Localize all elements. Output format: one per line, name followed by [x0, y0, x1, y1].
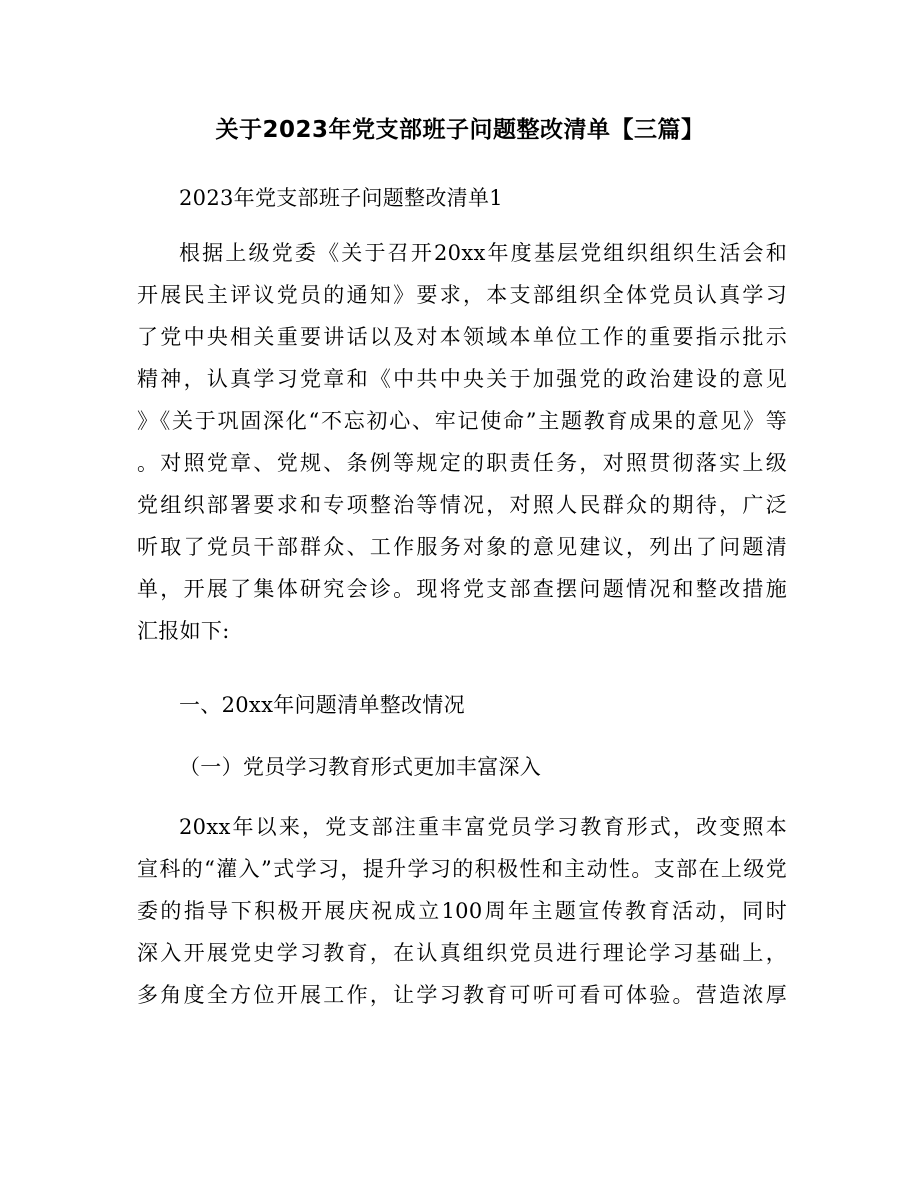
paragraph1-line-4: 精神，认真学习党章和《中共中央关于加强党的政治建设的意见 — [137, 367, 787, 391]
paragraph1-line-5: 》《关于巩固深化“不忘初心、牢记使命”主题教育成果的意见》等 — [137, 409, 787, 433]
paragraph2-line-4: 深入开展党史学习教育，在认真组织党员进行理论学习基础上， — [137, 941, 787, 965]
paragraph1-line-10: 汇报如下: — [137, 619, 230, 643]
document-subtitle: 2023年党支部班子问题整改清单1 — [179, 186, 503, 210]
paragraph1-line-6: 。对照党章、党规、条例等规定的职责任务，对照贯彻落实上级 — [137, 451, 787, 475]
paragraph2-line-5: 多角度全方位开展工作，让学习教育可听可看可体验。营造浓厚 — [137, 983, 787, 1007]
document-title: 关于2023年党支部班子问题整改清单【三篇】 — [215, 117, 705, 143]
paragraph1-line-2: 开展民主评议党员的通知》要求，本支部组织全体党员认真学习 — [137, 283, 787, 307]
paragraph1-line-3: 了党中央相关重要讲话以及对本领域本单位工作的重要指示批示 — [137, 325, 787, 349]
paragraph1-line-7: 党组织部署要求和专项整治等情况，对照人民群众的期待，广泛 — [137, 493, 787, 517]
section-heading: 一、20xx年问题清单整改情况 — [179, 693, 465, 717]
paragraph1-line-9: 单，开展了集体研究会诊。现将党支部查摆问题情况和整改措施 — [137, 577, 787, 601]
paragraph2-line-2: 宣科的“灌入”式学习，提升学习的积极性和主动性。支部在上级党 — [137, 857, 787, 881]
paragraph1-line-8: 听取了党员干部群众、工作服务对象的意见建议，列出了问题清 — [137, 535, 787, 559]
paragraph2-line-3: 委的指导下积极开展庆祝成立100周年主题宣传教育活动，同时 — [137, 899, 787, 923]
paragraph1-line-1: 根据上级党委《关于召开20xx年度基层党组织组织生活会和 — [179, 241, 787, 265]
paragraph2-line-1: 20xx年以来，党支部注重丰富党员学习教育形式，改变照本 — [179, 815, 787, 839]
subsection-heading: （一）党员学习教育形式更加丰富深入 — [179, 755, 542, 779]
